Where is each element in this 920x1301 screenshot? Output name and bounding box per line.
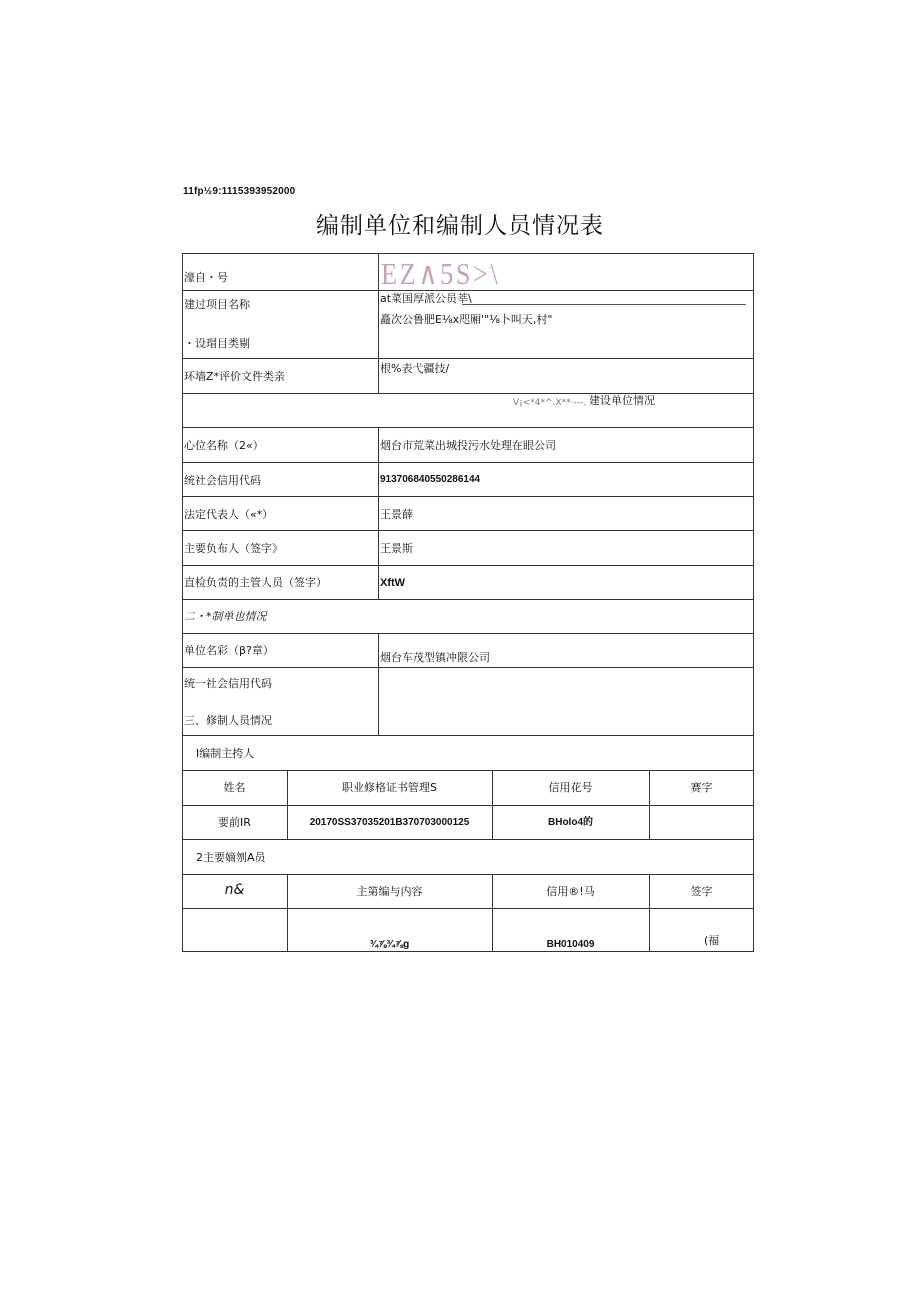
host-name: 要前IR — [218, 816, 251, 829]
project-name-value-2: 矗次公鲁肥E⅛x咫厢'"⅛卜叫天,村" — [380, 313, 553, 326]
staff-header-name: n& — [224, 882, 245, 898]
main-person-label: 主要负布人（签字》 — [184, 542, 283, 555]
staff-header-credit: 信用®!马 — [546, 885, 595, 898]
compile-credit-label: 统一社会信用代码 — [184, 677, 272, 690]
compile-unit-value: 烟台车茂型镇冲限公司 — [380, 651, 490, 664]
page-title: 编制单位和编制人员情况表 — [316, 213, 604, 239]
row-divider — [182, 908, 754, 909]
row-divider — [182, 770, 754, 771]
eia-type-label: 环墙Z*评价文件类亲 — [184, 370, 286, 383]
direct-person-label: 直检负责的主管人员（签字） — [184, 576, 327, 589]
row-divider — [182, 427, 754, 428]
direct-person-value: XftW — [380, 577, 406, 589]
host-header-sign: 赛字 — [690, 781, 713, 794]
host-section-label: I编制主挎人 — [196, 747, 255, 760]
staff-header-content: 主第编与内容 — [356, 885, 423, 898]
row-divider — [182, 496, 754, 497]
staff-content: ¾⅞¾⅞g — [369, 939, 410, 950]
row-divider — [182, 599, 754, 600]
legal-rep-value: 王景薛 — [380, 508, 413, 521]
section-one-title: 建设单位情况 — [589, 394, 655, 407]
credit-code-value: 913706840550286144 — [380, 474, 481, 485]
credit-code-label: 统社会信用代码 — [184, 474, 261, 487]
eia-type-value: 根%表弋疆技/ — [380, 362, 450, 375]
row-divider — [182, 735, 754, 736]
staff-section-label: 2主要嫡刎A员 — [196, 851, 266, 864]
compile-unit-label: 单位名彩（β?章） — [184, 644, 274, 657]
project-name-value: at菜国厚派公员莘\ — [380, 292, 472, 305]
row-divider — [182, 667, 754, 668]
row-divider — [182, 839, 754, 840]
unit-name-label: 心位名称（2«） — [184, 439, 264, 452]
row-divider — [182, 358, 754, 359]
project-code-label: 濠自・号 — [184, 271, 228, 284]
col-divider — [378, 358, 379, 393]
project-name-label: 建过项目名称 — [184, 298, 250, 311]
underline — [462, 304, 746, 305]
document-code: 11fp½9:1115393952000 — [183, 186, 296, 197]
row-divider — [182, 805, 754, 806]
row-divider — [182, 530, 754, 531]
col-divider — [378, 253, 379, 358]
staff-header-sign: 签字 — [690, 885, 713, 898]
staff-signature: (福 — [704, 934, 720, 947]
host-credit-number: BHolo4的 — [548, 817, 593, 828]
section-two-title: 二・*制单也情况 — [184, 610, 267, 623]
row-divider — [182, 393, 754, 394]
legal-rep-label: 法定代表人（«*） — [184, 508, 274, 521]
row-divider — [182, 874, 754, 875]
row-divider — [182, 462, 754, 463]
col-divider — [378, 633, 379, 735]
host-header-credit: 信用花号 — [548, 781, 593, 794]
host-cert-number: 20170SS37035201B370703000125 — [309, 817, 470, 828]
row-divider — [182, 565, 754, 566]
staff-credit-number: BH010409 — [546, 939, 595, 950]
project-code-stamp: EZ∧5S>\ — [381, 256, 501, 291]
section-three-title: 三、修制人员情况 — [184, 714, 272, 727]
section-one-prefix: V¡<*4*^.X**·---、 — [513, 398, 593, 408]
project-category-label: ・设瑁目类剔 — [184, 337, 250, 350]
host-header-cert: 职业修格证书管理S — [342, 781, 437, 794]
host-header-name: 姓名 — [223, 781, 246, 794]
row-divider — [182, 633, 754, 634]
main-person-value: 王景斯 — [380, 542, 413, 555]
col-divider — [378, 427, 379, 599]
unit-name-value: 烟台市荒菜出城投污水处理在眼公司 — [380, 439, 556, 452]
